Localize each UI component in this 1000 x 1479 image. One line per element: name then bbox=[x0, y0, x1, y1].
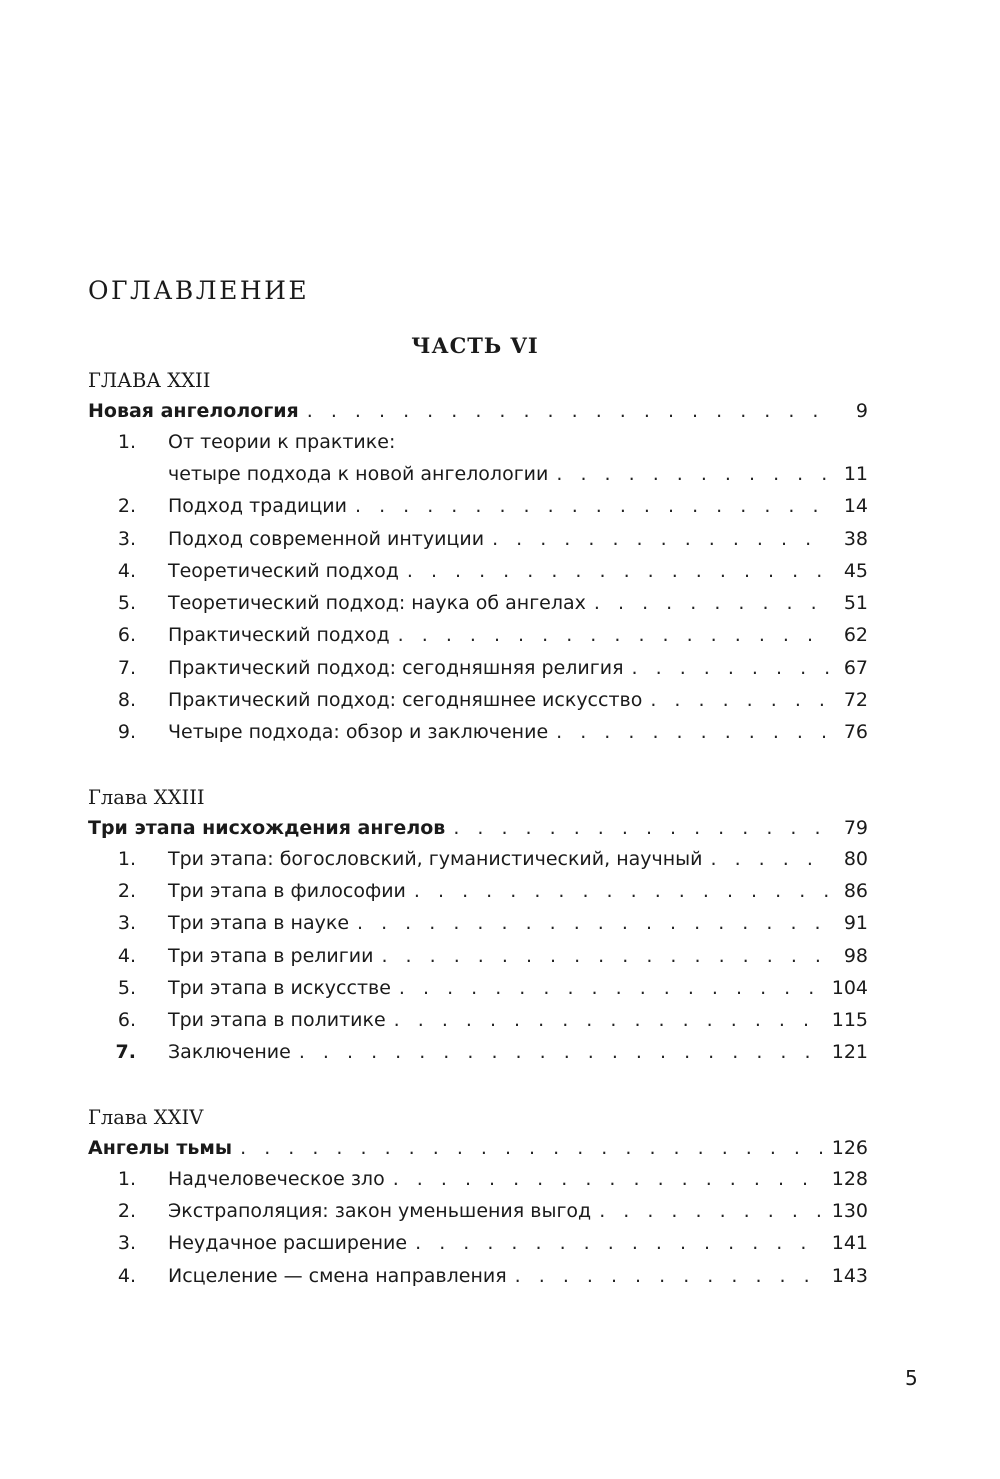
entry-title: Заключение bbox=[168, 1041, 291, 1064]
entry-title: Практический подход: сегодняшнее искусство bbox=[168, 689, 643, 712]
dot-leader bbox=[711, 843, 830, 875]
page-number: 9 bbox=[855, 400, 868, 422]
toc-entry[interactable] bbox=[88, 875, 868, 907]
entry-title: Три этапа в искусстве bbox=[168, 976, 391, 999]
dot-leader bbox=[407, 555, 830, 587]
toc-entry[interactable] bbox=[88, 1195, 868, 1227]
entry-number: 4. bbox=[117, 944, 136, 967]
page-number: 38 bbox=[843, 527, 868, 550]
dot-leader bbox=[399, 972, 824, 1004]
dot-leader bbox=[599, 1195, 824, 1227]
page-number: 115 bbox=[831, 1009, 868, 1032]
entry-number: 9. bbox=[117, 721, 136, 744]
entry-number: 5. bbox=[117, 976, 136, 999]
entry-number: 1. bbox=[117, 431, 136, 453]
chapter-entry[interactable] bbox=[88, 396, 868, 426]
entry-number: 4. bbox=[117, 559, 136, 582]
page-number: 141 bbox=[831, 1232, 868, 1255]
toc-entry[interactable] bbox=[88, 907, 868, 939]
toc-entry[interactable] bbox=[88, 1036, 868, 1068]
dot-leader bbox=[650, 684, 830, 716]
toc-entry[interactable] bbox=[88, 1260, 868, 1292]
entry-title: От теории к практике: bbox=[168, 431, 396, 453]
toc-entry[interactable] bbox=[88, 619, 868, 651]
chapter-entry[interactable] bbox=[88, 1133, 868, 1163]
entry-number: 3. bbox=[117, 912, 136, 935]
dot-leader bbox=[240, 1133, 824, 1163]
page-number: 128 bbox=[831, 1167, 868, 1190]
toc-entry[interactable] bbox=[88, 490, 868, 522]
dot-leader bbox=[299, 1036, 824, 1068]
part-title: ЧАСТЬ VI bbox=[411, 333, 539, 358]
entry-number: 3. bbox=[117, 1232, 136, 1255]
chapter-title: Три этапа нисхождения ангелов bbox=[88, 816, 446, 839]
page-number: 45 bbox=[843, 559, 868, 582]
toc-entry[interactable] bbox=[88, 1004, 868, 1036]
toc-entry[interactable] bbox=[88, 587, 868, 619]
entry-number: 7. bbox=[117, 656, 136, 679]
toc-entry[interactable] bbox=[88, 523, 868, 555]
entry-title: Три этапа в науке bbox=[168, 912, 350, 935]
entry-title: Исцеление — смена направления bbox=[168, 1264, 507, 1287]
dot-leader bbox=[381, 940, 830, 972]
entry-number: 1. bbox=[117, 847, 136, 870]
entry-number: 5. bbox=[117, 592, 136, 615]
dot-leader bbox=[594, 587, 830, 619]
entry-number: 7. bbox=[115, 1041, 136, 1064]
page-number: 62 bbox=[843, 624, 868, 647]
page-number: 86 bbox=[843, 879, 868, 902]
entry-number: 2. bbox=[117, 495, 136, 518]
page-number: 91 bbox=[843, 912, 868, 935]
toc-entry[interactable] bbox=[88, 972, 868, 1004]
chapter-label: ГЛАВА XXII bbox=[88, 369, 211, 392]
page-number: 11 bbox=[843, 463, 868, 485]
page-number: 72 bbox=[843, 689, 868, 712]
entry-title: Практический подход bbox=[168, 624, 390, 647]
entry-title: Теоретический подход bbox=[168, 559, 399, 582]
entry-title: Подход современной интуиции bbox=[168, 527, 485, 550]
entry-title: Практический подход: сегодняшняя религия bbox=[168, 656, 624, 679]
dot-leader bbox=[357, 907, 830, 939]
table-of-contents bbox=[88, 366, 868, 1292]
chapter-entry[interactable] bbox=[88, 813, 868, 843]
toc-entry[interactable] bbox=[88, 652, 868, 684]
chapter-title: Новая ангелология bbox=[88, 400, 299, 422]
page-number: 104 bbox=[831, 976, 868, 999]
toc-entry[interactable] bbox=[88, 1163, 868, 1195]
dot-leader bbox=[414, 875, 830, 907]
page-number: 98 bbox=[843, 944, 868, 967]
entry-number: 2. bbox=[117, 879, 136, 902]
entry-title: Подход традиции bbox=[168, 495, 347, 518]
toc-entry[interactable] bbox=[88, 1227, 868, 1259]
entry-number: 1. bbox=[117, 1167, 136, 1190]
page-number: 126 bbox=[831, 1136, 868, 1159]
entry-number: 3. bbox=[117, 527, 136, 550]
dot-leader bbox=[632, 652, 830, 684]
entry-title: Три этапа в философии bbox=[168, 879, 406, 902]
page-number: 67 bbox=[843, 656, 868, 679]
folio-page-number: 5 bbox=[905, 1366, 918, 1390]
toc-entry-continuation[interactable] bbox=[88, 458, 868, 490]
entry-title: Три этапа в политике bbox=[168, 1009, 386, 1032]
entry-title: Теоретический подход: наука об ангелах bbox=[168, 592, 586, 615]
toc-entry[interactable] bbox=[88, 555, 868, 587]
page-number: 121 bbox=[831, 1041, 868, 1064]
entry-number: 8. bbox=[117, 689, 136, 712]
page-number: 80 bbox=[843, 847, 868, 870]
toc-entry[interactable] bbox=[88, 843, 868, 875]
dot-leader bbox=[453, 813, 830, 843]
dot-leader bbox=[515, 1260, 824, 1292]
page-number: 79 bbox=[843, 816, 868, 839]
entry-number: 2. bbox=[117, 1200, 136, 1223]
chapter-title: Ангелы тьмы bbox=[88, 1136, 233, 1159]
dot-leader bbox=[492, 523, 830, 555]
entry-title: Экстраполяция: закон уменьшения выгод bbox=[168, 1200, 592, 1223]
toc-entry[interactable] bbox=[88, 426, 868, 458]
entry-title: Неудачное расширение bbox=[168, 1232, 408, 1255]
dot-leader bbox=[556, 716, 830, 748]
chapter-label: Глава XXIV bbox=[88, 1105, 204, 1129]
toc-entry[interactable] bbox=[88, 684, 868, 716]
page-title: ОГЛАВЛЕНИЕ bbox=[88, 276, 310, 305]
entry-title: Надчеловеческое зло bbox=[168, 1167, 385, 1190]
dot-leader bbox=[556, 458, 830, 490]
page-number: 143 bbox=[831, 1264, 868, 1287]
dot-leader bbox=[393, 1163, 824, 1195]
dot-leader bbox=[394, 1004, 824, 1036]
entry-title: четыре подхода к новой ангелологии bbox=[168, 463, 549, 485]
page-number: 130 bbox=[831, 1200, 868, 1223]
entry-number: 4. bbox=[117, 1264, 136, 1287]
entry-number: 6. bbox=[117, 624, 136, 647]
entry-title: Четыре подхода: обзор и заключение bbox=[168, 721, 549, 744]
entry-title: Три этапа: богословский, гуманистический, научный bbox=[168, 847, 703, 870]
toc-entry[interactable] bbox=[88, 940, 868, 972]
page-number: 14 bbox=[843, 495, 868, 518]
dot-leader bbox=[415, 1227, 824, 1259]
dot-leader bbox=[355, 490, 830, 522]
dot-leader bbox=[398, 619, 830, 651]
page-number: 51 bbox=[843, 592, 868, 615]
toc-entry[interactable] bbox=[88, 716, 868, 748]
chapter-label: Глава XXIII bbox=[88, 785, 205, 809]
entry-number: 6. bbox=[117, 1009, 136, 1032]
entry-title: Три этапа в религии bbox=[168, 944, 374, 967]
page-number: 76 bbox=[843, 721, 868, 744]
dot-leader bbox=[307, 396, 830, 426]
